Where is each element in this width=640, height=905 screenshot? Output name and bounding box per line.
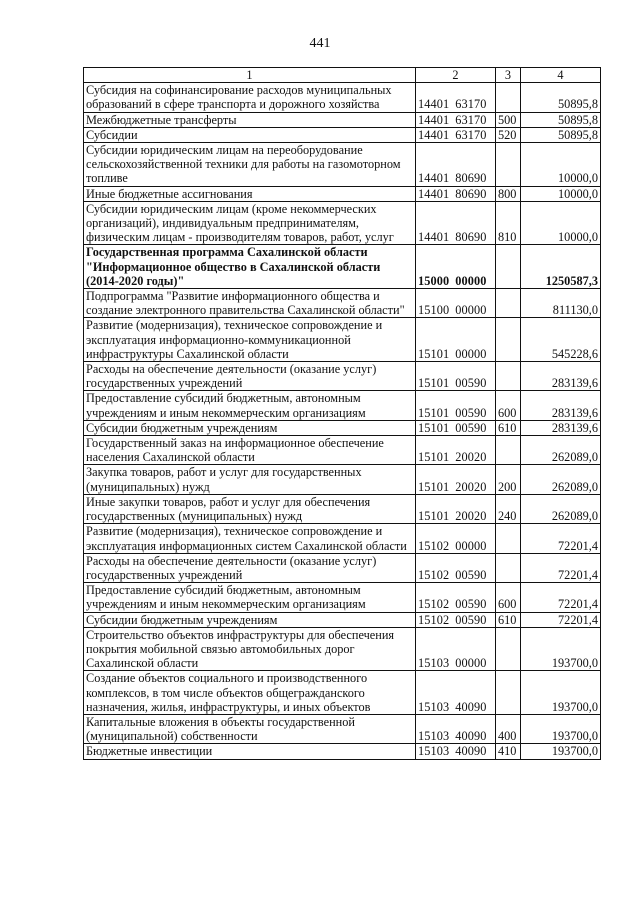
table-row bbox=[84, 612, 601, 627]
table-row bbox=[84, 744, 601, 759]
table-row bbox=[84, 83, 601, 112]
row-name: Субсидии бюджетным учреждениям bbox=[84, 612, 416, 627]
row-code-direction: 20020 bbox=[455, 479, 487, 494]
row-expense-type bbox=[496, 671, 521, 715]
table-row bbox=[84, 465, 601, 494]
table-row bbox=[84, 391, 601, 420]
row-code-program: 15101 bbox=[418, 405, 450, 420]
row-expense-type bbox=[496, 627, 521, 671]
row-code-program: 15102 bbox=[418, 538, 450, 553]
row-expense-type: 520 bbox=[496, 127, 521, 142]
row-code bbox=[416, 714, 496, 743]
table-row bbox=[84, 201, 601, 245]
row-amount: 1250587,3 bbox=[521, 245, 601, 289]
table-header bbox=[84, 68, 601, 83]
table-row bbox=[84, 245, 601, 289]
row-name: Развитие (модернизация), техническое сопровождение и эксплуатация информационно-коммуникационной инфраструктуры Сахалинской области bbox=[84, 318, 416, 362]
header-col-sum: 4 bbox=[521, 68, 601, 83]
table-row bbox=[84, 127, 601, 142]
row-amount: 283139,6 bbox=[521, 362, 601, 391]
row-code bbox=[416, 494, 496, 523]
row-expense-type: 810 bbox=[496, 201, 521, 245]
row-code bbox=[416, 420, 496, 435]
row-expense-type: 400 bbox=[496, 714, 521, 743]
row-expense-type bbox=[496, 436, 521, 465]
row-name: Капитальные вложения в объекты государственной (муниципальной) собственности bbox=[84, 714, 416, 743]
row-amount: 193700,0 bbox=[521, 744, 601, 759]
row-code bbox=[416, 553, 496, 582]
row-name: Бюджетные инвестиции bbox=[84, 744, 416, 759]
row-code-direction: 00000 bbox=[455, 346, 487, 361]
row-amount: 10000,0 bbox=[521, 186, 601, 201]
table-row bbox=[84, 714, 601, 743]
row-expense-type: 500 bbox=[496, 112, 521, 127]
row-code bbox=[416, 391, 496, 420]
row-amount: 545228,6 bbox=[521, 318, 601, 362]
row-name: Субсидии бюджетным учреждениям bbox=[84, 420, 416, 435]
row-code-direction: 80690 bbox=[455, 186, 487, 201]
row-code-direction: 00590 bbox=[455, 567, 487, 582]
row-code-program: 15101 bbox=[418, 376, 450, 391]
row-code-direction: 00590 bbox=[455, 597, 487, 612]
row-code-direction: 00590 bbox=[455, 405, 487, 420]
row-amount: 50895,8 bbox=[521, 112, 601, 127]
row-amount: 50895,8 bbox=[521, 83, 601, 112]
row-code-direction: 80690 bbox=[455, 171, 487, 186]
row-code bbox=[416, 112, 496, 127]
row-name: Государственный заказ на информационное обеспечение населения Сахалинской области bbox=[84, 436, 416, 465]
row-code bbox=[416, 524, 496, 553]
row-amount: 262089,0 bbox=[521, 465, 601, 494]
row-code-program: 14401 bbox=[418, 230, 450, 245]
table-row bbox=[84, 524, 601, 553]
table-row bbox=[84, 494, 601, 523]
row-code-direction: 00000 bbox=[455, 273, 487, 288]
row-name: Иные бюджетные ассигнования bbox=[84, 186, 416, 201]
table-row bbox=[84, 436, 601, 465]
table-row bbox=[84, 186, 601, 201]
row-code-program: 15101 bbox=[418, 420, 450, 435]
row-amount: 193700,0 bbox=[521, 714, 601, 743]
header-col-code: 2 bbox=[416, 68, 496, 83]
row-code-program: 15102 bbox=[418, 567, 450, 582]
table-row bbox=[84, 289, 601, 318]
row-amount: 193700,0 bbox=[521, 627, 601, 671]
row-code-program: 14401 bbox=[418, 127, 450, 142]
row-name: Субсидии bbox=[84, 127, 416, 142]
row-amount: 193700,0 bbox=[521, 671, 601, 715]
row-expense-type bbox=[496, 289, 521, 318]
table-row bbox=[84, 627, 601, 671]
row-code-program: 15103 bbox=[418, 729, 450, 744]
row-code-program: 15101 bbox=[418, 509, 450, 524]
row-code-direction: 40090 bbox=[455, 699, 487, 714]
row-code-program: 15103 bbox=[418, 744, 450, 759]
row-code bbox=[416, 289, 496, 318]
row-code bbox=[416, 671, 496, 715]
row-amount: 283139,6 bbox=[521, 420, 601, 435]
row-code-direction: 40090 bbox=[455, 729, 487, 744]
row-name: Субсидия на софинансирование расходов муниципальных образований в сфере транспорта и дорожного хозяйства bbox=[84, 83, 416, 112]
row-code-direction: 40090 bbox=[455, 744, 487, 759]
row-name: Расходы на обеспечение деятельности (оказание услуг) государственных учреждений bbox=[84, 362, 416, 391]
row-name: Расходы на обеспечение деятельности (оказание услуг) государственных учреждений bbox=[84, 553, 416, 582]
table-row bbox=[84, 671, 601, 715]
table-row bbox=[84, 553, 601, 582]
row-code bbox=[416, 627, 496, 671]
row-code-program: 14401 bbox=[418, 186, 450, 201]
row-amount: 50895,8 bbox=[521, 127, 601, 142]
row-code bbox=[416, 436, 496, 465]
row-code-program: 14401 bbox=[418, 97, 450, 112]
row-amount: 262089,0 bbox=[521, 494, 601, 523]
row-expense-type: 200 bbox=[496, 465, 521, 494]
row-expense-type bbox=[496, 362, 521, 391]
row-expense-type: 800 bbox=[496, 186, 521, 201]
row-name: Субсидии юридическим лицам на переоборудование сельскохозяйственной техники для работы на газомоторном топливе bbox=[84, 143, 416, 187]
row-code bbox=[416, 612, 496, 627]
row-expense-type: 600 bbox=[496, 583, 521, 612]
row-amount: 10000,0 bbox=[521, 201, 601, 245]
header-col-vr: 3 bbox=[496, 68, 521, 83]
row-code-direction: 00590 bbox=[455, 612, 487, 627]
row-code-program: 15101 bbox=[418, 346, 450, 361]
table-row bbox=[84, 112, 601, 127]
row-code-program: 15102 bbox=[418, 597, 450, 612]
row-code-direction: 20020 bbox=[455, 509, 487, 524]
row-expense-type bbox=[496, 245, 521, 289]
row-expense-type bbox=[496, 143, 521, 187]
row-expense-type: 610 bbox=[496, 420, 521, 435]
row-expense-type: 410 bbox=[496, 744, 521, 759]
table-row bbox=[84, 143, 601, 187]
row-code-program: 14401 bbox=[418, 112, 450, 127]
row-code-direction: 00590 bbox=[455, 420, 487, 435]
row-name: Строительство объектов инфраструктуры для обеспечения покрытия мобильной связью автомобильных дорог Сахалинской области bbox=[84, 627, 416, 671]
row-name: Иные закупки товаров, работ и услуг для обеспечения государственных (муниципальных) нужд bbox=[84, 494, 416, 523]
table-body bbox=[84, 83, 601, 759]
row-code-program: 15100 bbox=[418, 303, 450, 318]
row-code bbox=[416, 83, 496, 112]
row-code-program: 15103 bbox=[418, 656, 450, 671]
row-code-program: 15000 bbox=[418, 273, 450, 288]
row-expense-type bbox=[496, 524, 521, 553]
table-row bbox=[84, 362, 601, 391]
row-name: Предоставление субсидий бюджетным, автономным учреждениям и иным некоммерческим организациям bbox=[84, 583, 416, 612]
row-amount: 72201,4 bbox=[521, 553, 601, 582]
row-amount: 811130,0 bbox=[521, 289, 601, 318]
table-row bbox=[84, 318, 601, 362]
row-code-program: 15103 bbox=[418, 699, 450, 714]
row-code-program: 14401 bbox=[418, 171, 450, 186]
row-name: Субсидии юридическим лицам (кроме некоммерческих организаций), индивидуальным предпринимателям, физическим лицам - производителям товаров, работ, услуг bbox=[84, 201, 416, 245]
row-code bbox=[416, 127, 496, 142]
row-name: Межбюджетные трансферты bbox=[84, 112, 416, 127]
row-name: Развитие (модернизация), техническое сопровождение и эксплуатация информационных систем Сахалинской области bbox=[84, 524, 416, 553]
row-amount: 10000,0 bbox=[521, 143, 601, 187]
row-code-direction: 63170 bbox=[455, 127, 487, 142]
row-code-program: 15102 bbox=[418, 612, 450, 627]
row-code bbox=[416, 318, 496, 362]
row-code-direction: 80690 bbox=[455, 230, 487, 245]
row-name: Создание объектов социального и производственного комплексов, в том числе объектов общегражданского назначения, жилья, инфраструктуры, и иных объектов bbox=[84, 671, 416, 715]
row-amount: 72201,4 bbox=[521, 612, 601, 627]
row-code-direction: 63170 bbox=[455, 112, 487, 127]
row-code-direction: 00000 bbox=[455, 303, 487, 318]
row-code-direction: 63170 bbox=[455, 97, 487, 112]
row-code-direction: 00590 bbox=[455, 376, 487, 391]
row-expense-type: 600 bbox=[496, 391, 521, 420]
row-code bbox=[416, 465, 496, 494]
row-code bbox=[416, 744, 496, 759]
row-code-program: 15101 bbox=[418, 479, 450, 494]
row-code bbox=[416, 201, 496, 245]
row-amount: 72201,4 bbox=[521, 583, 601, 612]
row-expense-type bbox=[496, 553, 521, 582]
page-number: 441 bbox=[309, 36, 331, 51]
header-row bbox=[84, 68, 601, 83]
row-name: Подпрограмма "Развитие информационного общества и создание электронного правительства Сахалинской области" bbox=[84, 289, 416, 318]
row-amount: 72201,4 bbox=[521, 524, 601, 553]
row-amount: 262089,0 bbox=[521, 436, 601, 465]
row-code bbox=[416, 362, 496, 391]
row-amount: 283139,6 bbox=[521, 391, 601, 420]
row-name: Предоставление субсидий бюджетным, автономным учреждениям и иным некоммерческим организациям bbox=[84, 391, 416, 420]
row-code bbox=[416, 186, 496, 201]
row-code-direction: 00000 bbox=[455, 656, 487, 671]
row-expense-type bbox=[496, 83, 521, 112]
table-row bbox=[84, 420, 601, 435]
table-row bbox=[84, 583, 601, 612]
row-expense-type: 240 bbox=[496, 494, 521, 523]
row-name: Государственная программа Сахалинской области "Информационное общество в Сахалинской области (2014-2020 годы)" bbox=[84, 245, 416, 289]
row-code bbox=[416, 583, 496, 612]
row-name: Закупка товаров, работ и услуг для государственных (муниципальных) нужд bbox=[84, 465, 416, 494]
row-code-direction: 20020 bbox=[455, 450, 487, 465]
header-col-name: 1 bbox=[84, 68, 416, 83]
row-expense-type: 610 bbox=[496, 612, 521, 627]
row-expense-type bbox=[496, 318, 521, 362]
budget-table bbox=[83, 67, 601, 760]
row-code bbox=[416, 245, 496, 289]
row-code bbox=[416, 143, 496, 187]
row-code-program: 15101 bbox=[418, 450, 450, 465]
row-code-direction: 00000 bbox=[455, 538, 487, 553]
